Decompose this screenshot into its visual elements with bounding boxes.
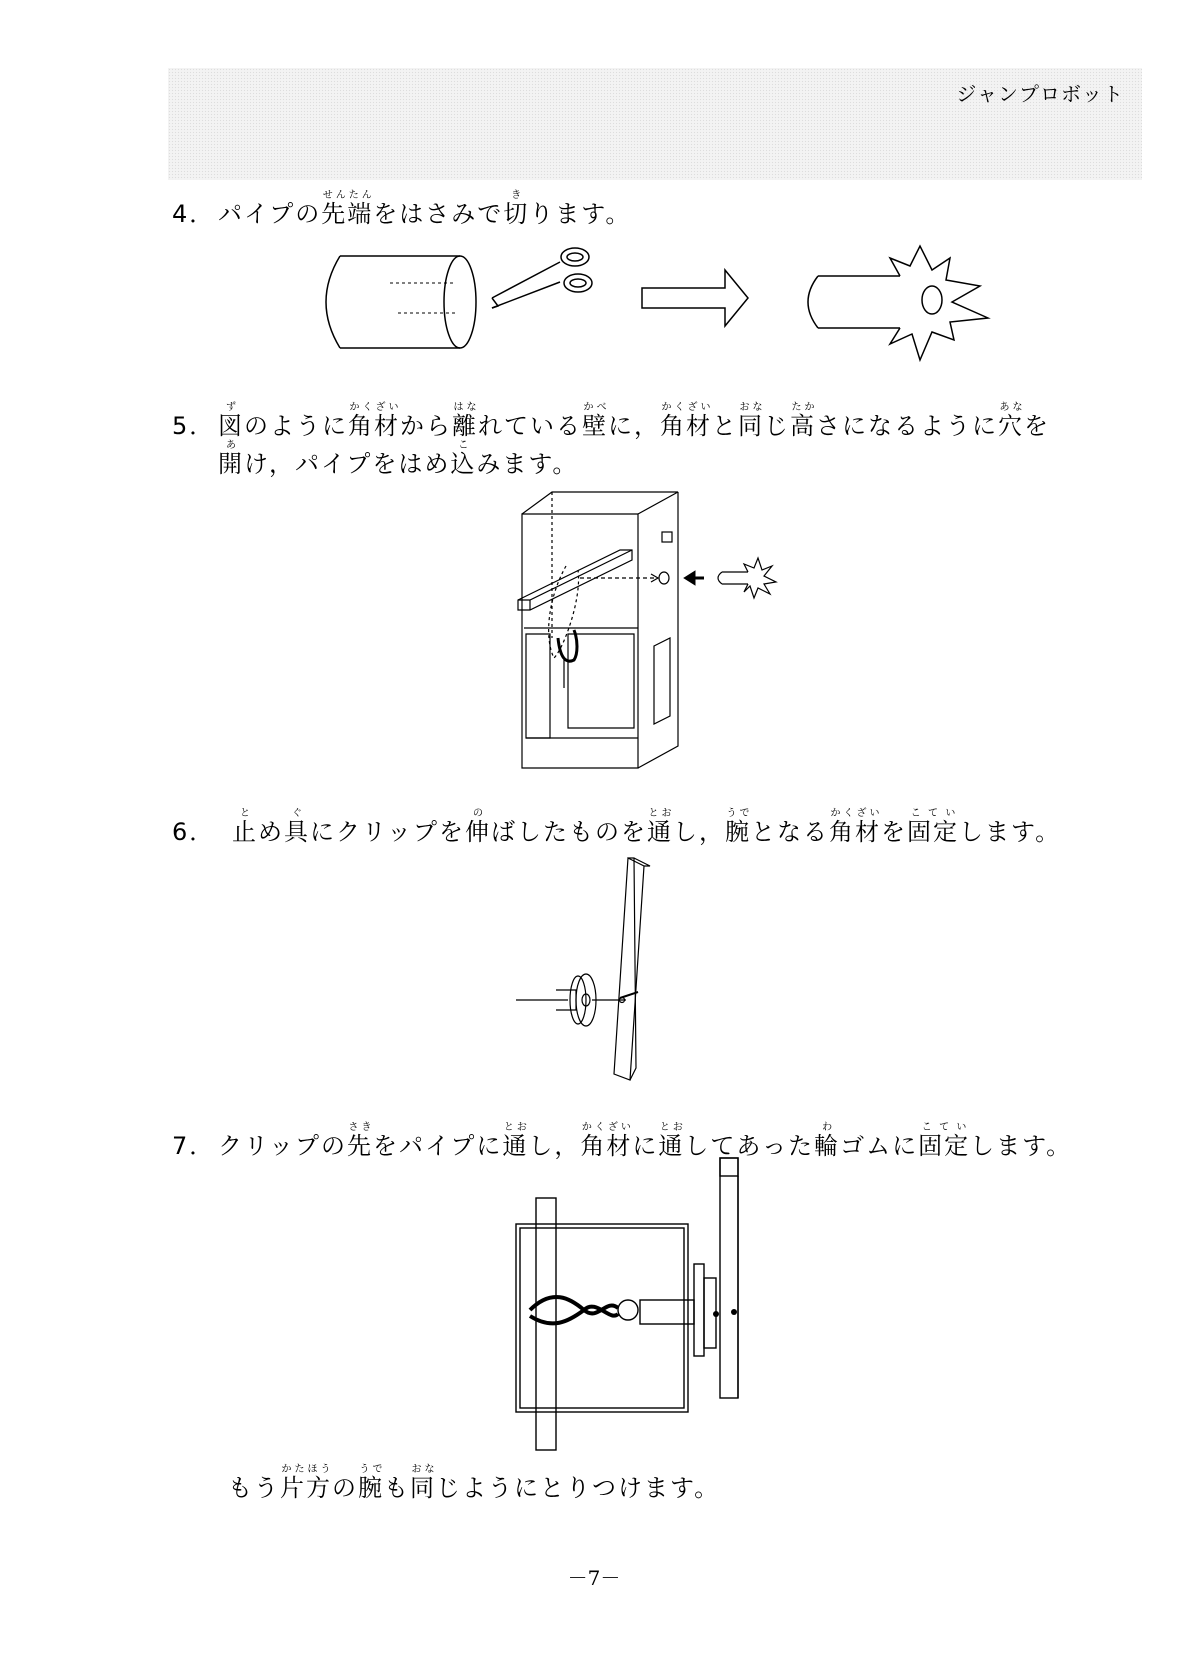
text-segment: じ: [764, 412, 790, 440]
furigana: と: [232, 808, 258, 819]
ruby-word: 同おな: [738, 402, 764, 440]
furigana: とお: [647, 808, 674, 819]
ruby-word: 通とお: [647, 808, 674, 846]
ruby-word: 腕うで: [358, 1464, 384, 1502]
ruby-word: 開あ: [218, 440, 244, 478]
text-segment: のように: [244, 412, 348, 440]
furigana: かくざい: [580, 1122, 633, 1133]
ruby-word: 止と: [232, 808, 258, 846]
furigana: あ: [218, 440, 244, 451]
ruby-word: 先端せんたん: [321, 190, 374, 228]
ruby-word: 固定こてい: [907, 808, 960, 846]
figure-cut-pipe: [320, 236, 1020, 366]
furigana: の: [465, 808, 492, 819]
text-segment: クリップの: [218, 1132, 348, 1160]
furigana: き: [503, 190, 530, 201]
text-segment: し，: [673, 818, 726, 846]
ruby-word: 高たか: [790, 402, 816, 440]
ruby-word: 先さき: [347, 1122, 374, 1160]
text-segment: をパイプに: [373, 1132, 503, 1160]
furigana: こてい: [918, 1122, 971, 1133]
furigana: ず: [218, 402, 244, 413]
text-segment: をはさみで: [373, 200, 504, 228]
ruby-word: 穴あな: [998, 402, 1024, 440]
text-segment: け，パイプをはめ: [244, 450, 451, 478]
text-segment: します。: [959, 818, 1062, 846]
furigana: こ: [450, 440, 477, 451]
ruby-word: 角材かくざい: [660, 402, 712, 440]
figure-clip-arm: [516, 858, 736, 1088]
step-7: [172, 1122, 1072, 1158]
text-segment: れている: [478, 412, 582, 440]
text-segment: に: [632, 1132, 659, 1160]
ruby-word: 込こ: [450, 440, 477, 478]
step-5-line-2: [218, 440, 578, 479]
step-text: [218, 190, 632, 228]
ruby-word: 具ぐ: [284, 808, 310, 846]
ruby-word: 角材かくざい: [580, 1122, 633, 1160]
furigana: かべ: [582, 402, 608, 413]
furigana: かくざい: [829, 808, 882, 819]
ruby-word: 離はな: [452, 402, 478, 440]
text-segment: にクリップを: [310, 818, 466, 846]
text-segment: ばしたものを: [491, 818, 648, 846]
step-text: [218, 1122, 1073, 1160]
text-segment: ゴムに: [840, 1132, 919, 1160]
step-4: [172, 190, 631, 226]
ruby-word: 角材かくざい: [829, 808, 882, 846]
text-segment: となる: [751, 818, 830, 846]
step-number: 5．: [172, 412, 216, 440]
furigana: あな: [998, 402, 1024, 413]
text-segment: も: [384, 1474, 410, 1502]
step-5: [172, 402, 1050, 438]
ruby-word: 壁かべ: [582, 402, 608, 440]
header-band: [168, 68, 1142, 180]
ruby-word: 片方かたほう: [280, 1464, 332, 1502]
furigana: わ: [814, 1122, 841, 1133]
furigana: うで: [358, 1464, 384, 1475]
ruby-word: 角材かくざい: [348, 402, 400, 440]
furigana: かたほう: [280, 1464, 332, 1475]
furigana: かくざい: [660, 402, 712, 413]
header-title: ジャンプロボット: [956, 82, 1124, 106]
furigana: とお: [502, 1122, 529, 1133]
note-text: [228, 1464, 720, 1503]
text-segment: もう: [228, 1474, 280, 1502]
ruby-word: 図ず: [218, 402, 244, 440]
step-number: 4．: [172, 200, 216, 228]
text-segment: じようにとりつけます。: [436, 1474, 721, 1502]
ruby-word: 腕うで: [725, 808, 752, 846]
text-segment: に，: [608, 412, 660, 440]
step-6: [172, 808, 1061, 844]
furigana: おな: [410, 1464, 436, 1475]
text-segment: の: [332, 1474, 358, 1502]
ruby-word: 固定こてい: [918, 1122, 971, 1160]
figure-box-wall: [508, 488, 808, 778]
text-segment: を: [881, 818, 908, 846]
text-segment: さになるように: [816, 412, 998, 440]
ruby-word: 通とお: [658, 1122, 685, 1160]
furigana: おな: [738, 402, 764, 413]
furigana: とお: [658, 1122, 685, 1133]
text-segment: してあった: [684, 1132, 815, 1160]
text-segment: め: [258, 818, 284, 846]
ruby-word: 通とお: [502, 1122, 529, 1160]
text-segment: と: [712, 412, 738, 440]
step-text: [218, 402, 1050, 440]
page-number: －7－: [567, 1566, 621, 1590]
figure-rubber-band: [506, 1158, 766, 1458]
text-segment: パイプの: [218, 200, 322, 228]
ruby-word: 伸の: [465, 808, 492, 846]
furigana: ぐ: [284, 808, 310, 819]
step-number: 7．: [172, 1132, 216, 1160]
furigana: かくざい: [348, 402, 400, 413]
text-segment: します。: [970, 1132, 1073, 1160]
furigana: うで: [725, 808, 752, 819]
furigana: はな: [452, 402, 478, 413]
furigana: こてい: [907, 808, 960, 819]
furigana: さき: [347, 1122, 374, 1133]
text-segment: みます。: [476, 450, 579, 478]
text-segment: から: [400, 412, 452, 440]
text-segment: し，: [528, 1132, 581, 1160]
text-segment: を: [1024, 412, 1050, 440]
step-text: [232, 808, 1062, 846]
ruby-word: 輪わ: [814, 1122, 841, 1160]
ruby-word: 切き: [503, 190, 530, 228]
furigana: せんたん: [321, 190, 374, 201]
ruby-word: 同おな: [410, 1464, 436, 1502]
text-segment: ります。: [529, 200, 632, 228]
step-number: 6．: [172, 818, 216, 846]
furigana: たか: [790, 402, 816, 413]
